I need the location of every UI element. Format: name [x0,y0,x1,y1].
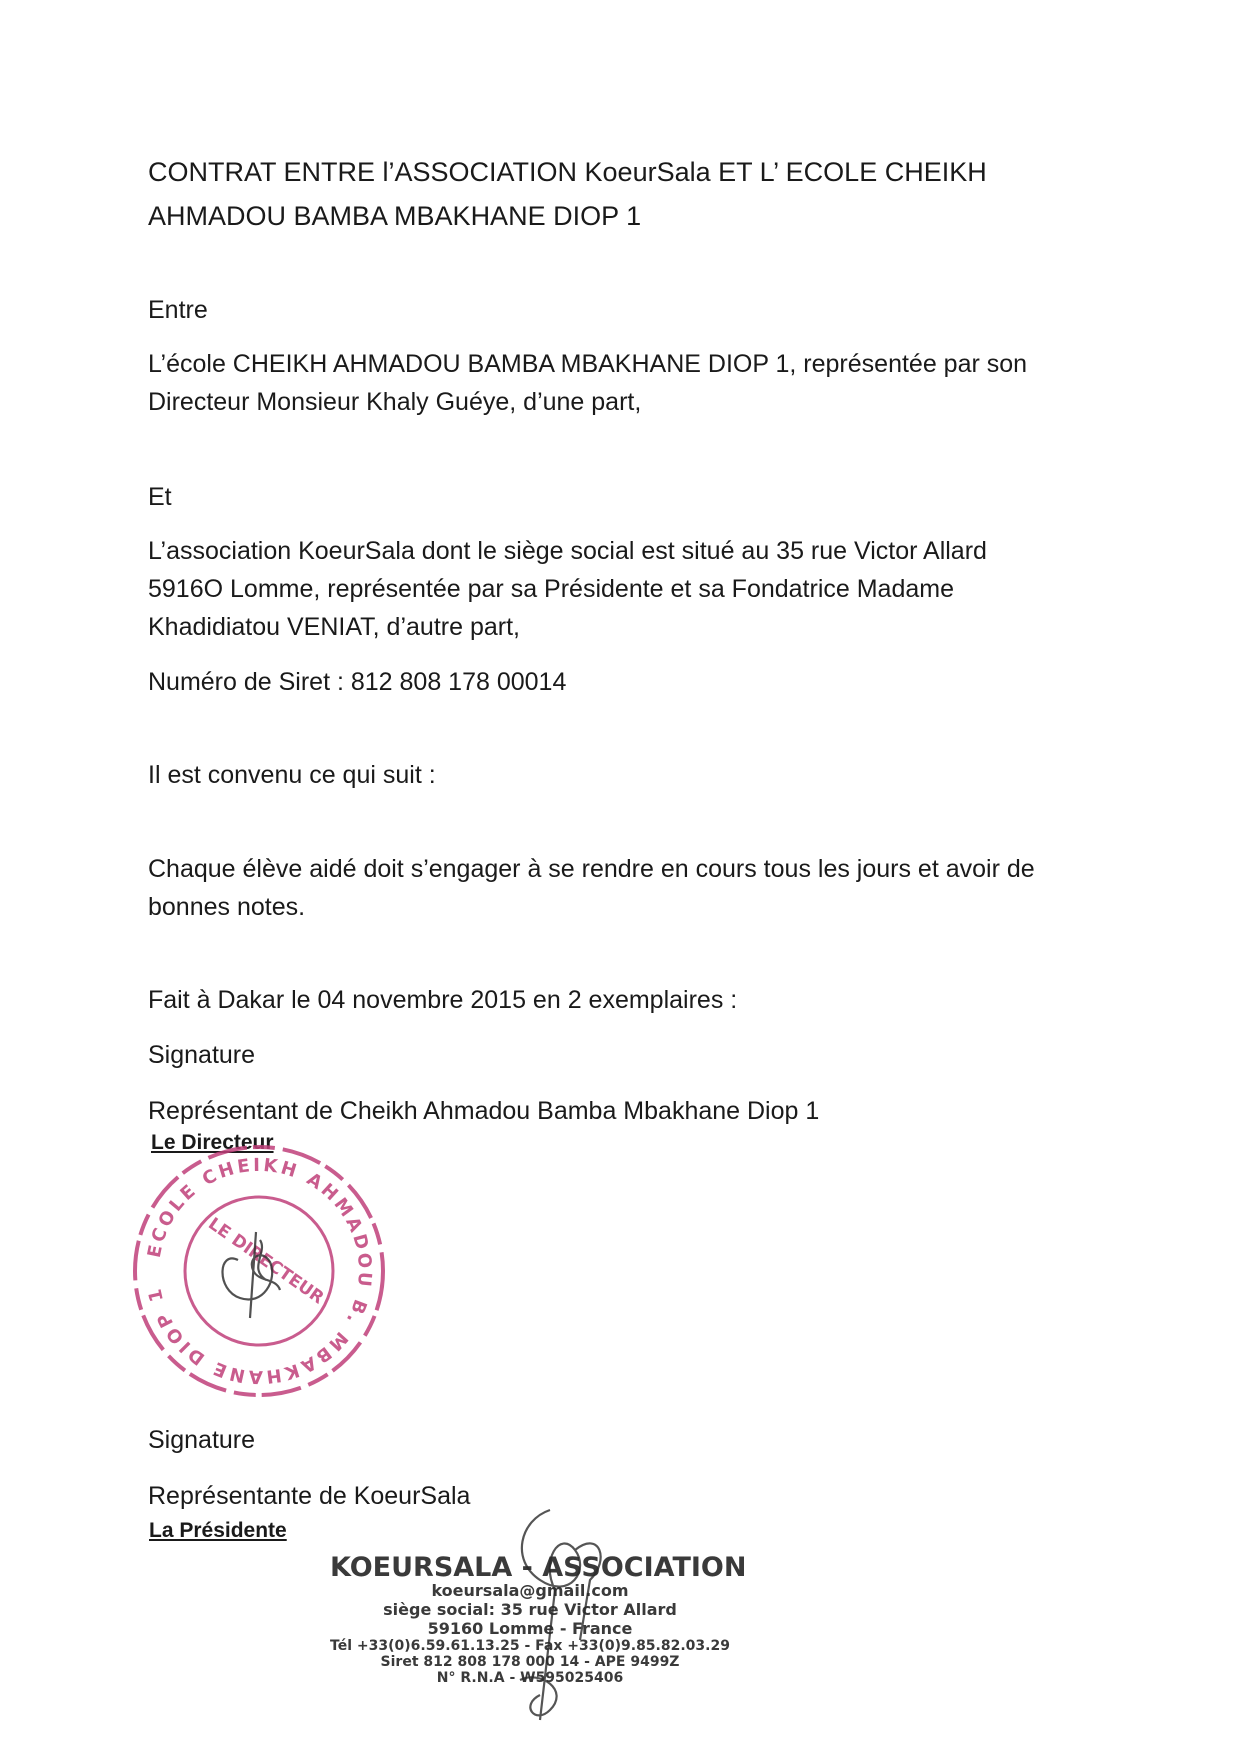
siret-number: Numéro de Siret : 812 808 178 00014 [148,668,567,696]
stamp-rna: N° R.N.A - W595025406 [436,1670,624,1686]
party-1-paragraph [148,345,1027,421]
contract-title [148,150,987,238]
association-handwritten-signature [480,1500,630,1730]
title-line-2: AHMADOU BAMBA MBAKHANE DIOP 1 [148,201,642,231]
clause-line-1: Chaque élève aidé doit s’engager à se rendre en cours tous les jours et avoir de [148,855,1035,883]
done-at-statement: Fait à Dakar le 04 novembre 2015 en 2 exemplaires : [148,986,738,1014]
party-2-line-1: L’association KoeurSala dont le siège social est situé au 35 rue Victor Allard [148,537,987,565]
stamp-city: 59160 Lomme - France [427,1619,633,1638]
clause-paragraph [148,850,1035,926]
association-signature-label: Signature [148,1426,256,1454]
party-1-line-2: Directeur Monsieur Khaly Guéye, d’une part, [148,388,642,416]
party-2-line-2: 5916O Lomme, représentée par sa Présidente et sa Fondatrice Madame [148,575,954,603]
stamp-association-name: KOEURSALA - ASSOCIATION [330,1552,747,1583]
party-2-paragraph [148,532,987,646]
school-stamp [128,1140,390,1402]
clause-line-2: bonnes notes. [148,893,306,921]
party-2-line-3: Khadidiatou VENIAT, d’autre part, [148,613,520,641]
school-role: Le Directeur [151,1131,274,1154]
et-label: Et [148,483,172,511]
school-representative: Représentant de Cheikh Ahmadou Bamba Mbakhane Diop 1 [148,1097,820,1125]
stamp-email: koeursala@gmail.com [431,1581,629,1600]
stamp-phone: Tél +33(0)6.59.61.13.25 - Fax +33(0)9.85.82.03.29 [330,1638,730,1654]
agreement-intro: Il est convenu ce qui suit : [148,761,436,789]
school-stamp-inner-text: LE DIRECTEUR [204,1213,328,1309]
stamp-address: siège social: 35 rue Victor Allard [383,1600,677,1619]
entre-label: Entre [148,296,208,324]
school-signature-label: Signature [148,1041,256,1069]
association-role: La Présidente [149,1519,287,1542]
stamp-siret: Siret 812 808 178 000 14 - APE 9499Z [380,1654,680,1670]
school-stamp-outer-text: ECOLE CHEIKH AHMADOU B. MBAKHANE DIOP 1 [143,1154,376,1388]
association-representative: Représentante de KoeurSala [148,1482,471,1510]
party-1-line-1: L’école CHEIKH AHMADOU BAMBA MBAKHANE DIOP 1, représentée par son [148,350,1028,378]
title-line-1: CONTRAT ENTRE l’ASSOCIATION KoeurSala ET L’ ECOLE CHEIKH [148,157,987,187]
